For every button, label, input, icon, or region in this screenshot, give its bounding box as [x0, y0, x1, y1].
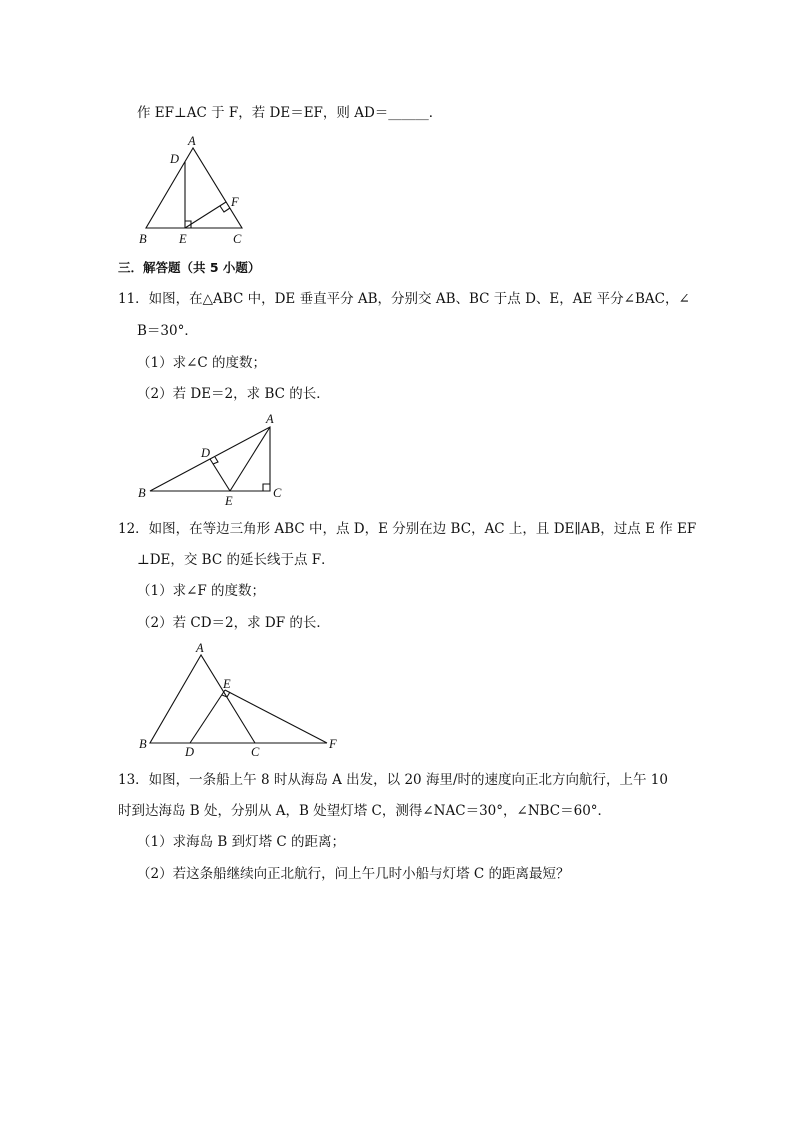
- label-b: B: [139, 737, 147, 751]
- label-d: D: [185, 745, 195, 759]
- label-e: E: [223, 677, 231, 691]
- section-3-heading: 三．解答题（共 5 小题）: [118, 260, 261, 275]
- label-a: A: [188, 134, 196, 148]
- label-c: C: [251, 745, 260, 759]
- label-b: B: [138, 486, 146, 500]
- q12-text-2: ⊥DE，交 BC 的延长线于点 F．: [137, 552, 335, 568]
- label-a: A: [196, 641, 204, 655]
- label-f: F: [231, 195, 239, 209]
- q13-text-2: 时到达海岛 B 处，分别从 A，B 处望灯塔 C，测得∠NAC＝30°，∠NBC＝60°．: [118, 803, 612, 819]
- label-e: E: [179, 232, 187, 246]
- q13-text-1: 13．如图，一条船上午 8 时从海岛 A 出发，以 20 海里/时的速度向正北方向航行，上午 10: [118, 772, 668, 788]
- q11-part-2: （2）若 DE＝2，求 BC 的长．: [137, 386, 330, 402]
- q12-text-1: 12．如图，在等边三角形 ABC 中，点 D，E 分别在边 BC，AC 上，且 DE∥AB，过点 E 作 EF: [118, 521, 697, 537]
- q11-text-2: B＝30°．: [137, 323, 198, 339]
- q12-part-2: （2）若 CD＝2，求 DF 的长．: [137, 615, 330, 631]
- label-b: B: [139, 232, 147, 246]
- question-10-tail: 作 EF⊥AC 于 F，若 DE＝EF，则 AD＝______．: [137, 105, 443, 121]
- q11-text-1: 11．如图，在△ABC 中，DE 垂直平分 AB，分别交 AB、BC 于点 D、E，AE 平分∠BAC，∠: [118, 291, 690, 307]
- q13-part-2: （2）若这条船继续向正北航行，问上午几时小船与灯塔 C 的距离最短？: [137, 866, 570, 882]
- label-d: D: [201, 446, 211, 460]
- label-c: C: [233, 232, 242, 246]
- q11-part-1: （1）求∠C 的度数；: [137, 355, 267, 371]
- segment-de: [190, 690, 225, 743]
- label-d: D: [170, 152, 180, 166]
- label-e: E: [225, 494, 233, 508]
- label-a: A: [266, 412, 274, 426]
- q13-part-1: （1）求海岛 B 到灯塔 C 的距离；: [137, 834, 346, 850]
- q12-part-1: （1）求∠F 的度数；: [137, 583, 266, 599]
- label-c: C: [273, 486, 282, 500]
- triangle-abc: [150, 655, 255, 743]
- segment-ef: [225, 690, 327, 743]
- label-f: F: [329, 737, 337, 751]
